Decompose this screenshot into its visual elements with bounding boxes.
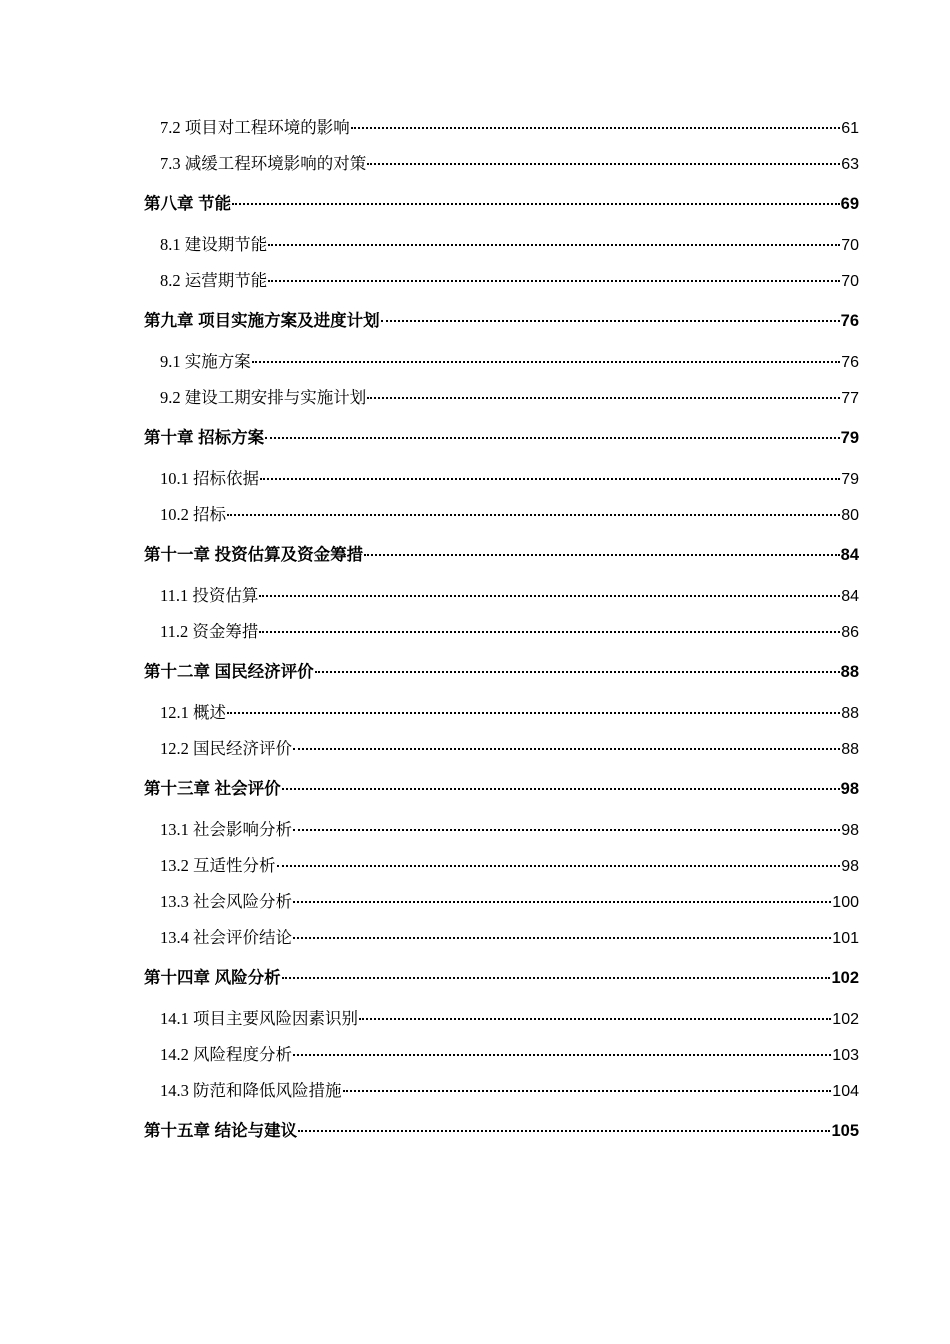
toc-section-entry[interactable]: [144, 263, 859, 299]
toc-section-entry[interactable]: [144, 884, 859, 920]
toc-leader-dots: [293, 1054, 831, 1056]
toc-entry-title: 11.2 资金筹措: [160, 622, 259, 641]
toc-chapter-entry[interactable]: [144, 416, 859, 461]
toc-leader-dots: [252, 361, 840, 363]
toc-page-number: 104: [832, 1083, 859, 1100]
toc-chapter-entry[interactable]: [144, 767, 859, 812]
toc-entry-title: 13.3 社会风险分析: [160, 892, 292, 911]
toc-entry-title: 第十五章 结论与建议: [144, 1122, 298, 1140]
toc-page-number: 76: [841, 354, 859, 371]
toc-entry-title: 13.4 社会评价结论: [160, 928, 292, 947]
toc-page-number: 61: [841, 120, 859, 137]
toc-entry-title: 7.3 减缓工程环境影响的对策: [160, 154, 367, 173]
toc-section-entry[interactable]: [144, 695, 859, 731]
toc-page-number: 101: [832, 930, 859, 947]
toc-leader-dots: [359, 1018, 831, 1020]
toc-page-number: 98: [841, 858, 859, 875]
toc-entry-title: 14.1 项目主要风险因素识别: [160, 1009, 358, 1028]
toc-section-entry[interactable]: [144, 227, 859, 263]
toc-section-entry[interactable]: [144, 110, 859, 146]
toc-leader-dots: [315, 671, 840, 673]
toc-leader-dots: [282, 977, 831, 979]
toc-leader-dots: [381, 320, 840, 322]
toc-section-entry[interactable]: [144, 380, 859, 416]
toc-page-number: 100: [832, 894, 859, 911]
toc-section-entry[interactable]: [144, 497, 859, 533]
toc-section-entry[interactable]: [144, 1073, 859, 1109]
toc-page-number: 88: [841, 741, 859, 758]
toc-entry-title: 第九章 项目实施方案及进度计划: [144, 312, 380, 330]
toc-leader-dots: [268, 244, 840, 246]
toc-leader-dots: [282, 788, 840, 790]
toc-page-number: 86: [841, 624, 859, 641]
toc-entry-title: 第十二章 国民经济评价: [144, 663, 314, 681]
toc-page-number: 88: [841, 705, 859, 722]
toc-page-number: 103: [832, 1047, 859, 1064]
toc-section-entry[interactable]: [144, 812, 859, 848]
toc-entry-title: 13.1 社会影响分析: [160, 820, 292, 839]
toc-entry-title: 第八章 节能: [144, 195, 232, 213]
toc-leader-dots: [265, 437, 840, 439]
toc-section-entry[interactable]: [144, 1001, 859, 1037]
toc-leader-dots: [351, 127, 840, 129]
toc-page-number: 70: [841, 237, 859, 254]
toc-page-number: 98: [841, 822, 859, 839]
toc-section-entry[interactable]: [144, 146, 859, 182]
toc-section-entry[interactable]: [144, 344, 859, 380]
toc-entry-title: 7.2 项目对工程环境的影响: [160, 118, 350, 137]
toc-entry-title: 14.3 防范和降低风险措施: [160, 1081, 342, 1100]
toc-leader-dots: [260, 478, 840, 480]
toc-leader-dots: [364, 554, 840, 556]
toc-leader-dots: [293, 937, 831, 939]
toc-leader-dots: [259, 631, 840, 633]
toc-page-number: 77: [841, 390, 859, 407]
toc-leader-dots: [277, 865, 841, 867]
toc-leader-dots: [227, 712, 840, 714]
toc-section-entry[interactable]: [144, 731, 859, 767]
toc-entry-title: 9.2 建设工期安排与实施计划: [160, 388, 367, 407]
toc-leader-dots: [293, 829, 840, 831]
toc-page-number: 79: [840, 429, 859, 447]
toc-leader-dots: [293, 748, 840, 750]
toc-entry-title: 第十一章 投资估算及资金筹措: [144, 546, 364, 564]
toc-entry-title: 8.1 建设期节能: [160, 235, 268, 254]
toc-leader-dots: [268, 280, 840, 282]
toc-leader-dots: [367, 397, 840, 399]
toc-entry-title: 第十章 招标方案: [144, 429, 265, 447]
toc-entry-title: 第十四章 风险分析: [144, 969, 281, 987]
toc-page-number: 79: [841, 471, 859, 488]
toc-entry-title: 12.1 概述: [160, 703, 226, 722]
toc-section-entry[interactable]: [144, 578, 859, 614]
toc-chapter-entry[interactable]: [144, 650, 859, 695]
toc-leader-dots: [298, 1130, 830, 1132]
toc-page-number: 105: [831, 1122, 859, 1140]
toc-section-entry[interactable]: [144, 461, 859, 497]
toc-entry-title: 10.1 招标依据: [160, 469, 259, 488]
toc-section-entry[interactable]: [144, 1037, 859, 1073]
toc-section-entry[interactable]: [144, 848, 859, 884]
toc-leader-dots: [293, 901, 831, 903]
toc-section-entry[interactable]: [144, 614, 859, 650]
toc-page-number: 98: [840, 780, 859, 798]
toc-page-number: 69: [840, 195, 859, 213]
toc-page-number: 88: [840, 663, 859, 681]
toc-chapter-entry[interactable]: [144, 182, 859, 227]
toc-leader-dots: [259, 595, 840, 597]
toc-entry-title: 第十三章 社会评价: [144, 780, 281, 798]
toc-page-number: 102: [832, 1011, 859, 1028]
toc-entry-title: 13.2 互适性分析: [160, 856, 276, 875]
toc-leader-dots: [343, 1090, 832, 1092]
toc-entry-title: 9.1 实施方案: [160, 352, 251, 371]
toc-page-number: 84: [841, 588, 859, 605]
toc-page-number: 84: [840, 546, 859, 564]
toc-page-number: 70: [841, 273, 859, 290]
table-of-contents: [144, 110, 859, 1154]
toc-page-number: 76: [840, 312, 859, 330]
toc-section-entry[interactable]: [144, 920, 859, 956]
toc-entry-title: 10.2 招标: [160, 505, 226, 524]
toc-chapter-entry[interactable]: [144, 1109, 859, 1154]
toc-page-number: 102: [831, 969, 859, 987]
toc-entry-title: 11.1 投资估算: [160, 586, 259, 605]
toc-chapter-entry[interactable]: [144, 533, 859, 578]
toc-chapter-entry[interactable]: [144, 956, 859, 1001]
toc-entry-title: 14.2 风险程度分析: [160, 1045, 292, 1064]
toc-page-number: 80: [841, 507, 859, 524]
toc-leader-dots: [232, 203, 840, 205]
toc-page-number: 63: [841, 156, 859, 173]
toc-leader-dots: [227, 514, 840, 516]
toc-entry-title: 12.2 国民经济评价: [160, 739, 292, 758]
toc-chapter-entry[interactable]: [144, 299, 859, 344]
toc-leader-dots: [367, 163, 840, 165]
toc-entry-title: 8.2 运营期节能: [160, 271, 268, 290]
